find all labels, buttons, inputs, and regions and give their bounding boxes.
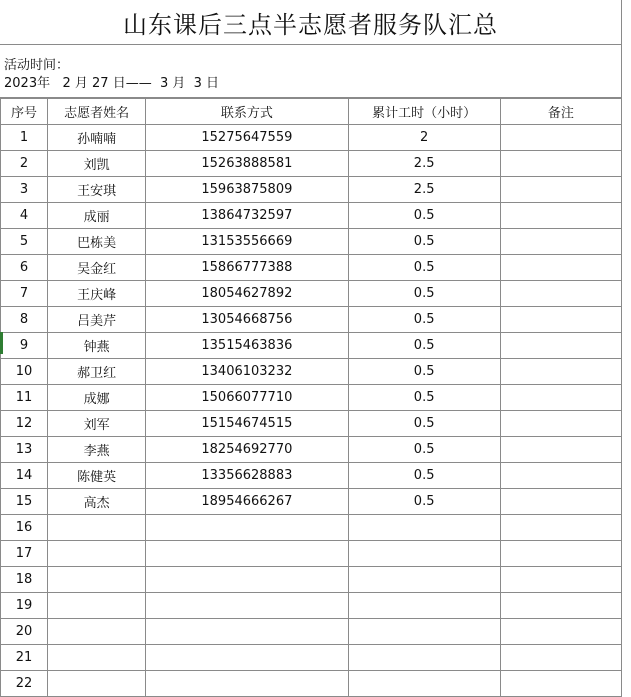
cell-volunteer-name[interactable]: 巴栋美: [48, 229, 146, 255]
cell-phone[interactable]: [146, 619, 348, 645]
cell-volunteer-name[interactable]: [48, 593, 146, 619]
cell-hours[interactable]: 2: [348, 125, 500, 151]
table-row: [1, 177, 622, 203]
cell-seq[interactable]: 10: [1, 359, 48, 385]
cell-note[interactable]: [500, 515, 621, 541]
cell-note[interactable]: [500, 567, 621, 593]
cell-note[interactable]: [500, 281, 621, 307]
cell-hours[interactable]: [348, 567, 500, 593]
cell-phone[interactable]: [146, 567, 348, 593]
table-row: [1, 333, 622, 359]
table-row: [1, 593, 622, 619]
cell-hours[interactable]: 0.5: [348, 463, 500, 489]
cell-hours[interactable]: 0.5: [348, 229, 500, 255]
cell-phone[interactable]: 18054627892: [146, 281, 348, 307]
cell-phone[interactable]: [146, 645, 348, 671]
volunteer-table: [0, 98, 622, 697]
cell-note[interactable]: [500, 177, 621, 203]
cell-note[interactable]: [500, 151, 621, 177]
cell-volunteer-name[interactable]: 陈健英: [48, 463, 146, 489]
table-body: [1, 125, 622, 697]
table-row: [1, 619, 622, 645]
table-row: [1, 281, 622, 307]
cell-phone[interactable]: [146, 515, 348, 541]
cell-volunteer-name[interactable]: 吴金红: [48, 255, 146, 281]
cell-note[interactable]: [500, 333, 621, 359]
cell-volunteer-name[interactable]: 高杰: [48, 489, 146, 515]
cell-seq[interactable]: 22: [1, 671, 48, 697]
cell-hours[interactable]: 0.5: [348, 307, 500, 333]
cell-seq[interactable]: 2: [1, 151, 48, 177]
header-hours[interactable]: 累计工时（小时）: [348, 99, 500, 125]
cell-hours[interactable]: [348, 645, 500, 671]
cell-phone[interactable]: 13864732597: [146, 203, 348, 229]
cell-seq[interactable]: 8: [1, 307, 48, 333]
cell-volunteer-name[interactable]: [48, 567, 146, 593]
cell-hours[interactable]: [348, 671, 500, 697]
cell-note[interactable]: [500, 229, 621, 255]
cell-seq[interactable]: 7: [1, 281, 48, 307]
cell-hours[interactable]: 0.5: [348, 203, 500, 229]
cell-seq[interactable]: 17: [1, 541, 48, 567]
cell-volunteer-name[interactable]: 王庆峰: [48, 281, 146, 307]
cell-volunteer-name[interactable]: [48, 645, 146, 671]
table-row: [1, 359, 622, 385]
cell-volunteer-name[interactable]: [48, 619, 146, 645]
cell-volunteer-name[interactable]: 孙喃喃: [48, 125, 146, 151]
cell-seq[interactable]: 13: [1, 437, 48, 463]
table-row: [1, 489, 622, 515]
activity-time-cell[interactable]: [0, 45, 622, 98]
cell-phone[interactable]: 13153556669: [146, 229, 348, 255]
cell-note[interactable]: [500, 541, 621, 567]
cell-volunteer-name[interactable]: 成丽: [48, 203, 146, 229]
cell-phone[interactable]: 13356628883: [146, 463, 348, 489]
table-row: [1, 151, 622, 177]
cell-seq[interactable]: 18: [1, 567, 48, 593]
table-row: [1, 645, 622, 671]
cell-seq[interactable]: 3: [1, 177, 48, 203]
cell-note[interactable]: [500, 463, 621, 489]
header-seq[interactable]: 序号: [1, 99, 48, 125]
cell-seq[interactable]: 14: [1, 463, 48, 489]
cell-volunteer-name[interactable]: 李燕: [48, 437, 146, 463]
table-row: [1, 541, 622, 567]
cell-note[interactable]: [500, 385, 621, 411]
cell-note[interactable]: [500, 359, 621, 385]
cell-hours[interactable]: 2.5: [348, 177, 500, 203]
activity-time-label: 活动时间：: [4, 58, 70, 73]
table-row: [1, 411, 622, 437]
cell-seq[interactable]: 16: [1, 515, 48, 541]
cell-seq[interactable]: 12: [1, 411, 48, 437]
cell-volunteer-name[interactable]: [48, 541, 146, 567]
cell-hours[interactable]: [348, 593, 500, 619]
cell-note[interactable]: [500, 671, 621, 697]
cell-hours[interactable]: 0.5: [348, 255, 500, 281]
cell-volunteer-name[interactable]: 郝卫红: [48, 359, 146, 385]
cell-seq[interactable]: 5: [1, 229, 48, 255]
table-row: [1, 567, 622, 593]
cell-hours[interactable]: 0.5: [348, 385, 500, 411]
cell-volunteer-name[interactable]: 刘军: [48, 411, 146, 437]
cell-seq[interactable]: 11: [1, 385, 48, 411]
table-row: [1, 307, 622, 333]
table-row: [1, 463, 622, 489]
cell-note[interactable]: [500, 489, 621, 515]
cell-volunteer-name[interactable]: 成娜: [48, 385, 146, 411]
cell-phone[interactable]: 15963875809: [146, 177, 348, 203]
cell-seq[interactable]: 1: [1, 125, 48, 151]
cell-volunteer-name[interactable]: 吕美芹: [48, 307, 146, 333]
cell-seq[interactable]: 19: [1, 593, 48, 619]
cell-seq[interactable]: 6: [1, 255, 48, 281]
table-row: [1, 229, 622, 255]
cell-seq[interactable]: 20: [1, 619, 48, 645]
table-row: [1, 437, 622, 463]
cell-hours[interactable]: 0.5: [348, 489, 500, 515]
header-name[interactable]: 志愿者姓名: [48, 99, 146, 125]
cell-note[interactable]: [500, 411, 621, 437]
cell-phone[interactable]: 15066077710: [146, 385, 348, 411]
cell-seq[interactable]: 21: [1, 645, 48, 671]
cell-hours[interactable]: [348, 619, 500, 645]
cell-phone[interactable]: 15154674515: [146, 411, 348, 437]
cell-hours[interactable]: 0.5: [348, 411, 500, 437]
cell-phone[interactable]: 18254692770: [146, 437, 348, 463]
cell-note[interactable]: [500, 203, 621, 229]
cell-note[interactable]: [500, 125, 621, 151]
cell-volunteer-name[interactable]: [48, 671, 146, 697]
cell-phone[interactable]: 18954666267: [146, 489, 348, 515]
table-row: [1, 255, 622, 281]
table-row: [1, 515, 622, 541]
header-phone[interactable]: 联系方式: [146, 99, 348, 125]
cell-note[interactable]: [500, 593, 621, 619]
cell-phone[interactable]: 13054668756: [146, 307, 348, 333]
cell-volunteer-name[interactable]: [48, 515, 146, 541]
cell-volunteer-name[interactable]: 刘凯: [48, 151, 146, 177]
cell-phone[interactable]: 15866777388: [146, 255, 348, 281]
cell-phone[interactable]: [146, 671, 348, 697]
cell-note[interactable]: [500, 307, 621, 333]
table-row: [1, 125, 622, 151]
cell-volunteer-name[interactable]: 钟燕: [48, 333, 146, 359]
cell-note[interactable]: [500, 619, 621, 645]
cell-hours[interactable]: 0.5: [348, 281, 500, 307]
cell-hours[interactable]: 0.5: [348, 333, 500, 359]
table-row: [1, 671, 622, 697]
activity-time-range: 2023年 2 月 27 日—— 3 月 3 日: [4, 76, 220, 91]
cell-phone[interactable]: 15275647559: [146, 125, 348, 151]
cell-phone[interactable]: 13406103232: [146, 359, 348, 385]
active-row-marker: [0, 332, 3, 354]
header-note[interactable]: 备注: [500, 99, 621, 125]
cell-phone[interactable]: 13515463836: [146, 333, 348, 359]
cell-seq[interactable]: 15: [1, 489, 48, 515]
cell-hours[interactable]: 0.5: [348, 437, 500, 463]
header-row: [1, 99, 622, 125]
cell-phone[interactable]: [146, 541, 348, 567]
cell-hours[interactable]: 0.5: [348, 359, 500, 385]
cell-seq[interactable]: 4: [1, 203, 48, 229]
cell-phone[interactable]: [146, 593, 348, 619]
cell-volunteer-name[interactable]: 王安琪: [48, 177, 146, 203]
cell-seq[interactable]: 9: [1, 333, 48, 359]
cell-hours[interactable]: [348, 541, 500, 567]
sheet-title[interactable]: 山东课后三点半志愿者服务队汇总: [0, 0, 622, 45]
cell-note[interactable]: [500, 255, 621, 281]
cell-phone[interactable]: 15263888581: [146, 151, 348, 177]
cell-note[interactable]: [500, 437, 621, 463]
cell-hours[interactable]: [348, 515, 500, 541]
cell-hours[interactable]: 2.5: [348, 151, 500, 177]
table-row: [1, 203, 622, 229]
table-row: [1, 385, 622, 411]
cell-note[interactable]: [500, 645, 621, 671]
